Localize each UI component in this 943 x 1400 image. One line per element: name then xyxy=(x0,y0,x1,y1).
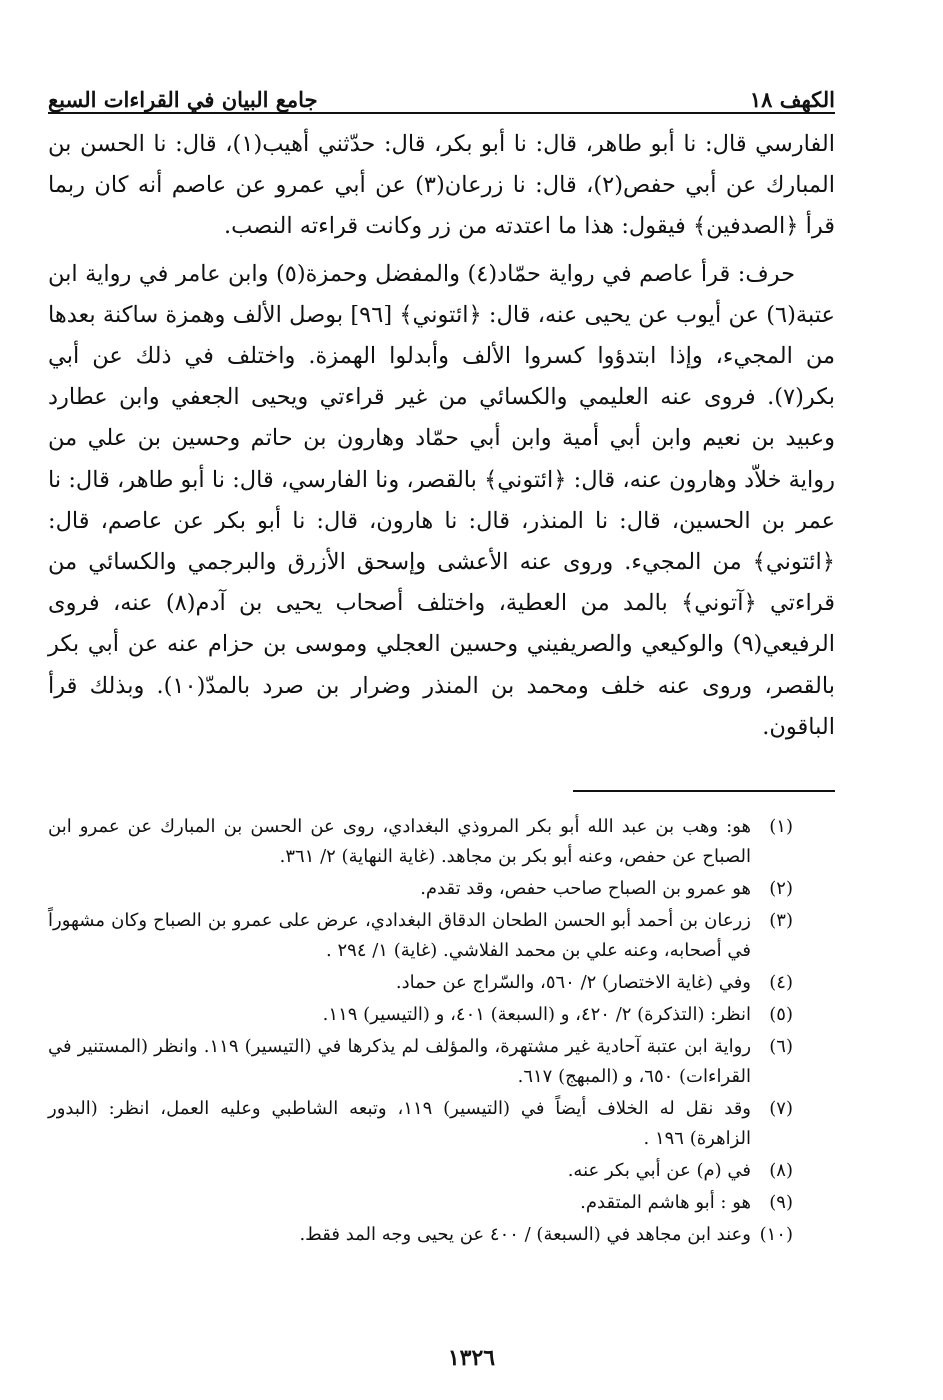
footnote-number: (٢) xyxy=(769,878,793,899)
footnote-5 xyxy=(48,1000,793,1030)
main-text xyxy=(48,124,835,754)
footnote-number: (٦) xyxy=(769,1036,793,1057)
footnote-4 xyxy=(48,968,793,998)
footnote-7 xyxy=(48,1094,793,1154)
footnote-text: انظر: (التذكرة) ٢/ ٤٢٠، و (السبعة) ٤٠١، و (التيسير) ١١٩. xyxy=(322,1004,751,1025)
header-book-title: جامع البيان في القراءات السبع xyxy=(48,87,318,112)
footnote-number: (٣) xyxy=(769,910,793,931)
footnote-number: (٧) xyxy=(769,1098,793,1119)
header-surah: الكهف ١٨ xyxy=(749,87,835,112)
footnote-text: رواية ابن عتبة آحادية غير مشتهرة، والمؤلف لم يذكرها في (التيسير) ١١٩. وانظر (المستنير في القراءات) ٦٥٠، و (المبهج) ٦١٧. xyxy=(48,1036,752,1087)
paragraph-2: حرف: قرأ عاصم في رواية حمّاد(٤) والمفضل وحمزة(٥) وابن عامر في رواية ابن عتبة(٦) عن أيوب عن يحيى عنه، قال: ﴿ائتوني﴾ [٩٦] بوصل الألف وهمزة ساكنة بعدها من المجيء، وإذا ابتدؤوا كسروا الألف وأبدلوا الهمزة. واختلف في ذلك عن أبي بكر(٧). فروى عنه العليمي والكسائي من غير قراءتي ويحيى الجعفي وابن عطارد وعبيد بن نعيم وابن أبي أمية وابن أبي حمّاد وهارون بن حاتم وحسين بن علي من رواية خلاّد وهارون عنه، قال: ﴿ائتوني﴾ بالقصر، ونا الفارسي، قال: نا أبو طاهر، قال: نا عمر بن الحسين، قال: نا المنذر، قال: نا هارون، قال: نا أبو بكر عن عاصم، قال: ﴿ائتوني﴾ من المجيء. وروى عنه الأعشى وإسحق الأزرق والبرجمي والكسائي من قراءتي ﴿آتوني﴾ بالمد من العطية، واختلف أصحاب يحيى بن آدم(٨) عنه، فروى الرفيعي(٩) والوكيعي والصريفيني وحسين العجلي وموسى بن حزام عنه عن أبي بكر بالقصر، وروى عنه خلف ومحمد بن المنذر وضرار بن صرد بالمدّ(١٠). وبذلك قرأ الباقون. xyxy=(48,260,835,740)
footnote-10 xyxy=(48,1220,793,1250)
footnote-text: هو : أبو هاشم المتقدم. xyxy=(580,1192,751,1213)
footnote-text: هو: وهب بن عبد الله أبو بكر المروذي البغدادي، روى عن الحسن بن المبارك عن عمرو ابن الصباح عن حفص، وعنه أبو بكر بن مجاهد. (غاية النهاية) ٢/ ٣٦١. xyxy=(48,816,751,867)
footnote-2 xyxy=(48,874,793,904)
footnote-text: زرعان بن أحمد أبو الحسن الطحان الدقاق البغدادي، عرض على عمرو بن الصباح وكان مشهوراً في أصحابه، وعنه علي بن محمد الفلاشي. (غاية) ١/ ٢٩٤ . xyxy=(48,910,751,961)
footnote-1 xyxy=(48,812,793,872)
footnote-6 xyxy=(48,1032,793,1092)
page-number: ١٣٢٦ xyxy=(447,1345,496,1371)
footnote-text: وعند ابن مجاهد في (السبعة) / ٤٠٠ عن يحيى وجه المد فقط. xyxy=(299,1224,751,1245)
footnote-number: (٥) xyxy=(769,1004,793,1025)
footnotes xyxy=(48,812,793,1252)
footnote-text: هو عمرو بن الصباح صاحب حفص، وقد تقدم. xyxy=(420,878,751,899)
footnote-number: (٤) xyxy=(769,972,793,993)
footnote-text: في (م) عن أبي بكر عنه. xyxy=(567,1160,751,1181)
footnote-8 xyxy=(48,1156,793,1186)
header-rule xyxy=(48,112,835,114)
footnote-number: (٨) xyxy=(769,1160,793,1181)
footnote-text: وقد نقل له الخلاف أيضاً في (التيسير) ١١٩، وتبعه الشاطبي وعليه العمل، انظر: (البدور الزاهرة) ١٩٦ . xyxy=(48,1098,751,1149)
footnote-number: (١) xyxy=(769,816,793,837)
footnote-number: (٩) xyxy=(769,1192,793,1213)
paragraph-1: الفارسي قال: نا أبو طاهر، قال: نا أبو بكر، قال: حدّثني أهيب(١)، قال: نا الحسن بن المبارك عن أبي حفص(٢)، قال: نا زرعان(٣) عن أبي عمرو عن عاصم أنه كان ربما قرأ ﴿الصدفين﴾ فيقول: هذا ما اعتدته من زر وكانت قراءته النصب. xyxy=(48,131,835,240)
running-header xyxy=(48,72,835,112)
footnote-text: وفي (غاية الاختصار) ٢/ ٥٦٠، والسّراج عن حماد. xyxy=(395,972,751,993)
footnote-number: (١٠) xyxy=(759,1224,793,1245)
footnote-rule xyxy=(573,790,835,792)
footnote-3 xyxy=(48,906,793,966)
footnote-9 xyxy=(48,1188,793,1218)
